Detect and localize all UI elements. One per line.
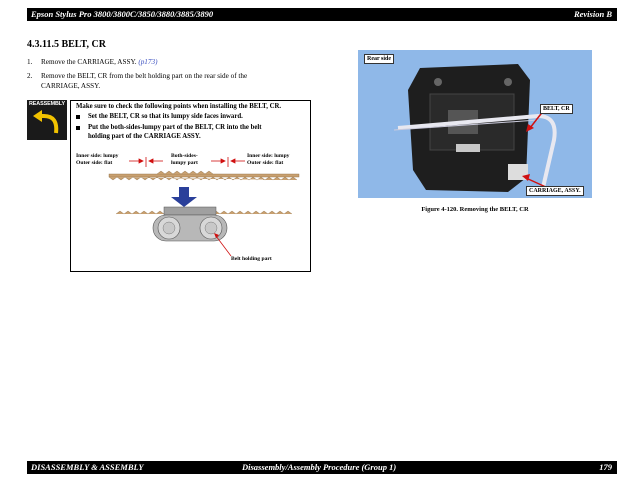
step-2 <box>27 72 317 92</box>
diagram-label-holder: Belt holding part <box>231 256 272 262</box>
header-title: Epson Stylus Pro 3800/3800C/3850/3880/3885/3890 <box>31 9 214 19</box>
step-text: Remove the BELT, CR from the belt holding part on the rear side of the <box>41 72 248 80</box>
note-bullet-1: Set the BELT, CR so that its lumpy side faces inward. <box>88 113 243 120</box>
reassembly-icon-label: REASSEMBLY <box>29 101 65 107</box>
page-reference-link[interactable]: (p173) <box>138 58 158 66</box>
photo-label-belt: BELT, CR <box>540 104 573 114</box>
dimension-arrows <box>129 157 245 167</box>
reassembly-note-box <box>70 100 311 272</box>
carriage-assembly-image <box>358 50 592 198</box>
diagram-label-right: Inner side: lumpy Outer side: flat <box>247 153 290 166</box>
figure-caption: Figure 4-120. Removing the BELT, CR <box>421 206 529 213</box>
header-revision: Revision B <box>573 9 612 19</box>
footer-chapter: DISASSEMBLY & ASSEMBLY <box>31 462 144 472</box>
section-title: 4.3.11.5 BELT, CR <box>27 39 106 50</box>
note-bullet-2-continued: holding part of the CARRIAGE ASSY. <box>88 133 201 140</box>
header-bar <box>27 8 617 21</box>
note-bullet-2: Put the both-sides-lumpy part of the BELT, CR into the belt <box>88 124 262 131</box>
belt-top <box>109 171 299 180</box>
reassembly-icon <box>27 100 67 140</box>
photo-label-carriage: CARRIAGE, ASSY. <box>526 186 584 196</box>
curved-arrow-icon <box>27 100 67 140</box>
page-number: 179 <box>599 462 612 472</box>
step-text: Remove the CARRIAGE, ASSY. <box>41 58 137 66</box>
step-number: 2. <box>27 72 33 80</box>
diagram-label-middle: Both-sides- lumpy part <box>171 153 198 166</box>
down-arrow-icon <box>171 187 197 207</box>
footer-section: Disassembly/Assembly Procedure (Group 1) <box>242 462 397 472</box>
belt-diagram <box>71 101 310 271</box>
step-number: 1. <box>27 58 33 66</box>
footer-bar <box>27 461 617 474</box>
photo-label-rear-side: Rear side <box>364 54 394 64</box>
note-intro: Make sure to check the following points when installing the BELT, CR. <box>76 103 282 110</box>
carriage-photo <box>358 50 592 198</box>
diagram-label-left: Inner side: lumpy Outer side: flat <box>76 153 119 166</box>
step-text-continued: CARRIAGE, ASSY. <box>41 81 101 90</box>
